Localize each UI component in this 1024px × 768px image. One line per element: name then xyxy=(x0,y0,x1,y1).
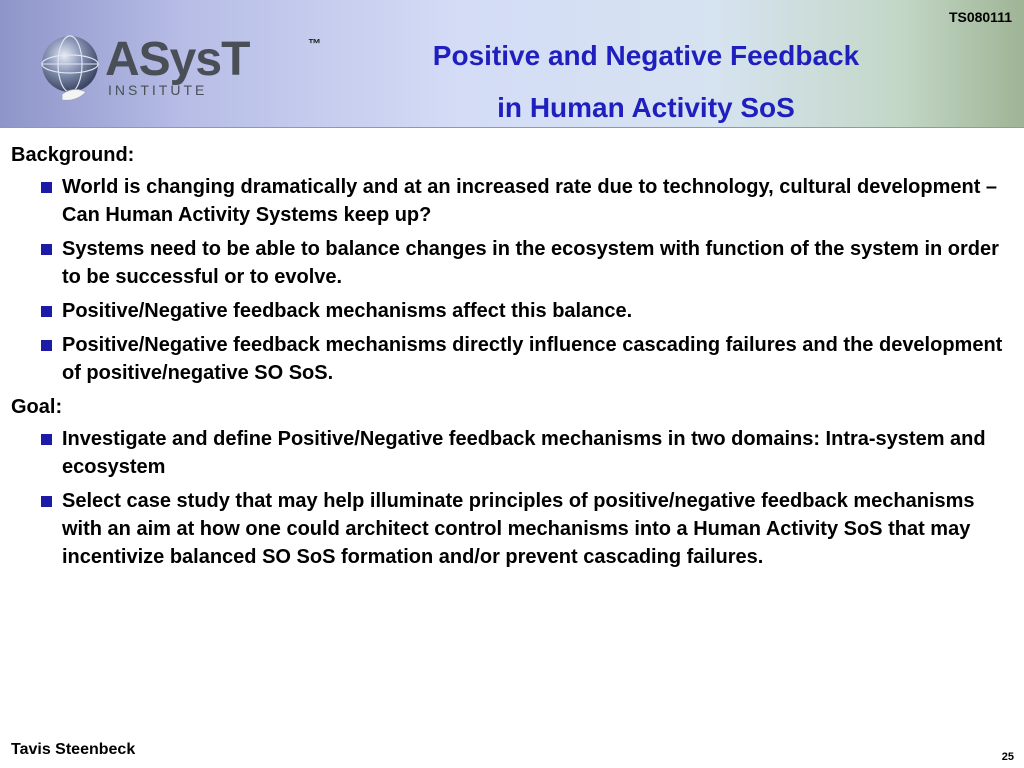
square-bullet-icon xyxy=(41,340,52,351)
list-item: World is changing dramatically and at an increased rate due to technology, cultural development – Can Human Activity Systems keep up? xyxy=(11,173,1014,229)
footer-author: Tavis Steenbeck xyxy=(11,741,136,758)
list-item: Investigate and define Positive/Negative feedback mechanisms in two domains: Intra-system and ecosystem xyxy=(11,425,1014,481)
list-item: Positive/Negative feedback mechanisms directly influence cascading failures and the development of positive/negative SO SoS. xyxy=(11,331,1014,387)
background-heading: Background: xyxy=(11,144,135,166)
list-item: Select case study that may help illuminate principles of positive/negative feedback mechanisms with an aim at how one could architect control mechanisms into a Human Activity SoS that may incentivize balanced SO SoS formation and/or prevent cascading failures. xyxy=(11,487,1014,571)
square-bullet-icon xyxy=(41,306,52,317)
slide-body xyxy=(11,141,1014,577)
list-item: Systems need to be able to balance changes in the ecosystem with function of the system in order to be successful or to evolve. xyxy=(11,235,1014,291)
logo-trademark: ™ xyxy=(308,36,321,51)
globe-icon xyxy=(40,30,104,110)
square-bullet-icon xyxy=(41,182,52,193)
goal-list xyxy=(11,425,1014,571)
square-bullet-icon xyxy=(41,434,52,445)
goal-heading: Goal: xyxy=(11,396,63,418)
square-bullet-icon xyxy=(41,244,52,255)
slide-title xyxy=(338,30,954,134)
logo-wordmark: ASysT xyxy=(105,33,250,86)
background-list xyxy=(11,173,1014,387)
square-bullet-icon xyxy=(41,496,52,507)
logo-subtitle: INSTITUTE xyxy=(108,82,208,98)
page-number: 25 xyxy=(1001,751,1014,763)
asyst-logo xyxy=(40,30,340,110)
title-line-2: in Human Activity SoS xyxy=(497,92,795,123)
title-line-1: Positive and Negative Feedback xyxy=(432,40,860,71)
list-item: Positive/Negative feedback mechanisms affect this balance. xyxy=(11,297,1014,325)
document-id: TS080111 xyxy=(948,9,1012,25)
